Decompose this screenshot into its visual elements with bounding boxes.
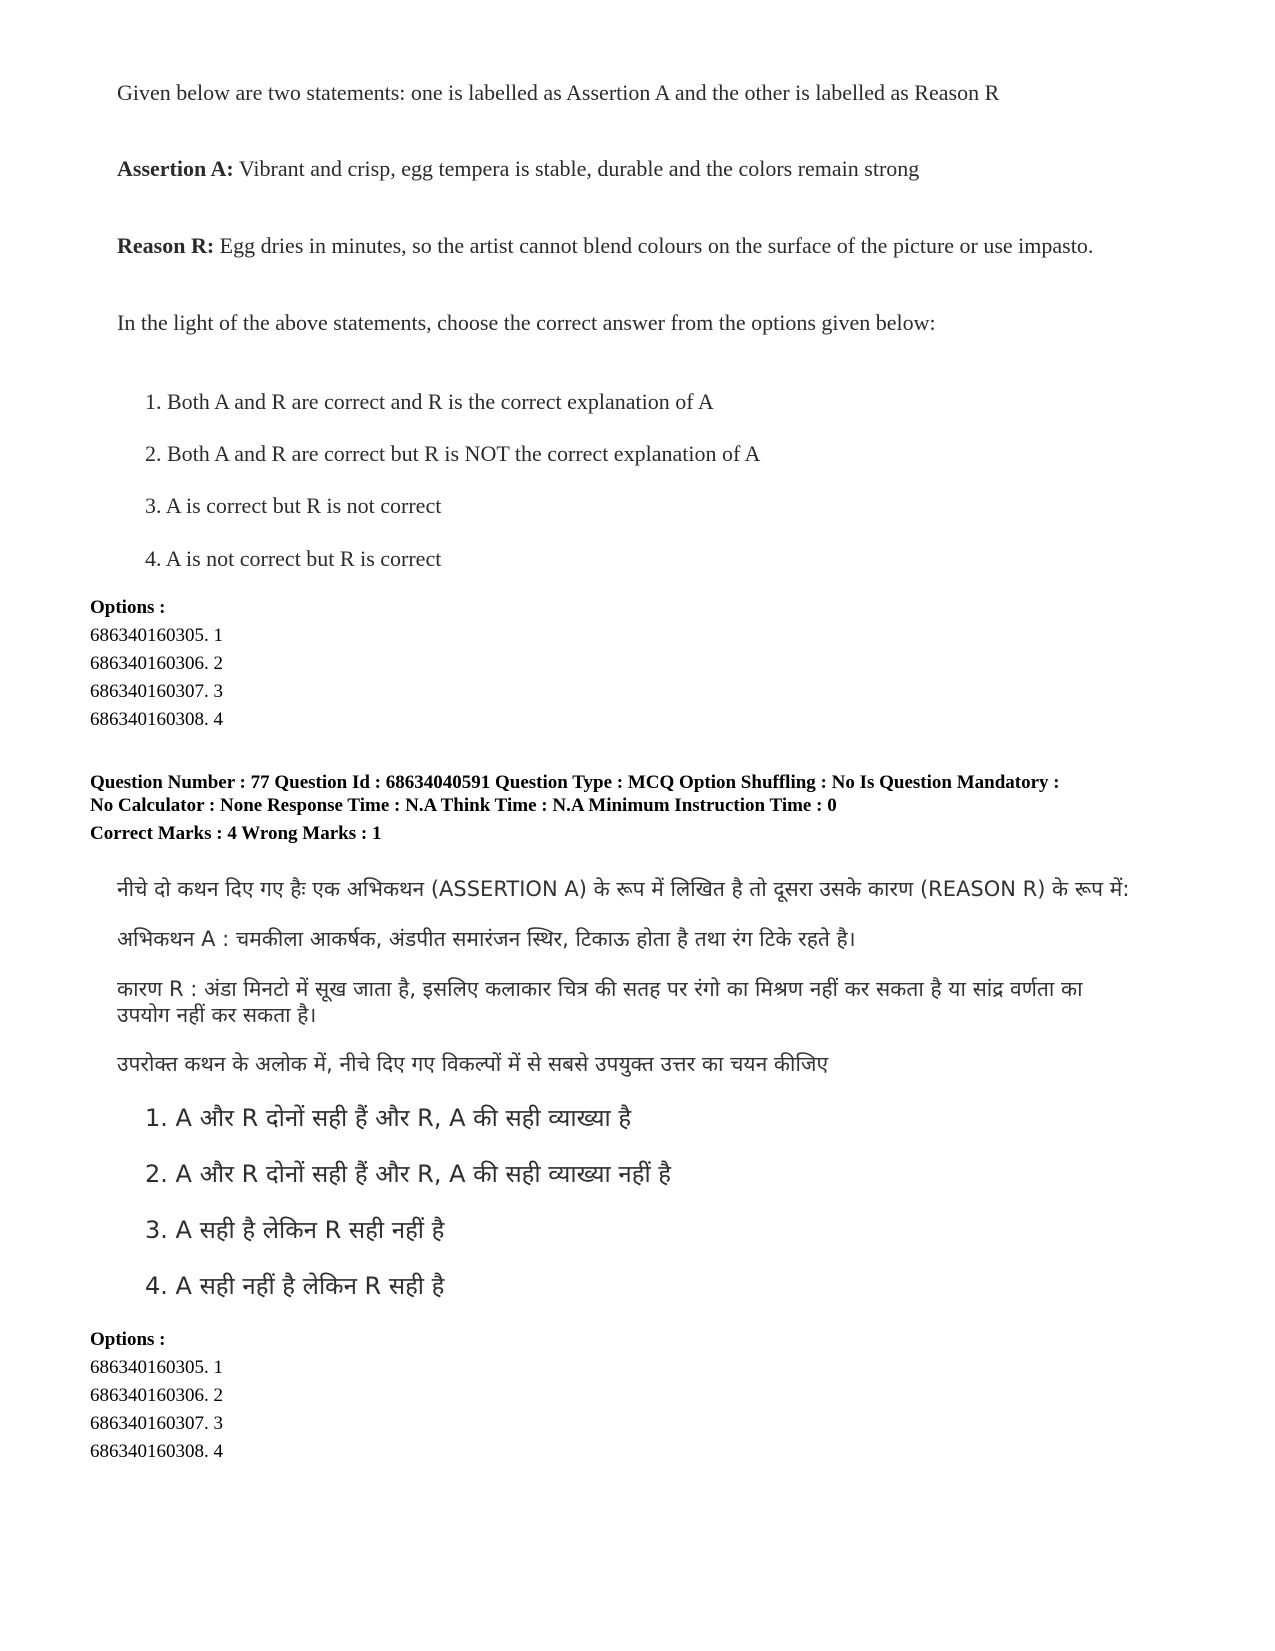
assertion-text: Vibrant and crisp, egg tempera is stable, durable and the colors remain strong bbox=[233, 156, 920, 181]
option-id: 686340160305. 1 bbox=[90, 1357, 223, 1378]
reason-text: Egg dries in minutes, so the artist cannot blend colours on the surface of the picture or use impasto. bbox=[214, 233, 1094, 258]
q77-hi-instruction: उपरोक्त कथन के अलोक में, नीचे दिए गए विकल्पों में से सबसे उपयुक्त उत्तर का चयन कीजिए bbox=[117, 1052, 829, 1076]
choice-item: 4. A is not correct but R is correct bbox=[145, 546, 442, 571]
choice-item: 2. A और R दोनों सही हैं और R, A की सही व्याख्या नहीं है bbox=[145, 1160, 672, 1188]
choice-item: 4. A सही नहीं है लेकिन R सही है bbox=[145, 1272, 445, 1300]
q77-hi-assertion: अभिकथन A : चमकीला आकर्षक, अंडपीत समारंजन स्थिर, टिकाऊ होता है तथा रंग टिके रहते है। bbox=[117, 927, 856, 951]
option-id: 686340160307. 3 bbox=[90, 1413, 223, 1434]
q76-instruction: In the light of the above statements, choose the correct answer from the options given below: bbox=[117, 310, 936, 335]
options-heading: Options : bbox=[90, 1329, 166, 1350]
option-id: 686340160308. 4 bbox=[90, 1441, 223, 1462]
option-id: 686340160306. 2 bbox=[90, 1385, 223, 1406]
choice-item: 3. A is correct but R is not correct bbox=[145, 493, 442, 518]
choice-item: 1. Both A and R are correct and R is the correct explanation of A bbox=[145, 389, 714, 414]
q77-meta-line2: No Calculator : None Response Time : N.A Think Time : N.A Minimum Instruction Time : 0 bbox=[90, 795, 837, 816]
choice-item: 1. A और R दोनों सही हैं और R, A की सही व्याख्या है bbox=[145, 1104, 632, 1132]
option-id: 686340160307. 3 bbox=[90, 681, 223, 702]
q76-reason bbox=[117, 232, 1093, 260]
reason-label: Reason R: bbox=[117, 233, 215, 258]
q77-marks: Correct Marks : 4 Wrong Marks : 1 bbox=[90, 823, 382, 844]
options-heading: Options : bbox=[90, 597, 166, 618]
q77-hi-reason-line1: कारण R : अंडा मिनटो में सूख जाता है, इसलिए कलाकार चित्र की सतह पर रंगो का मिश्रण नहीं कर सकता है या सांद्र वर्णता का bbox=[117, 977, 1083, 1001]
q76-intro: Given below are two statements: one is labelled as Assertion A and the other is labelled as Reason R bbox=[117, 80, 1000, 105]
option-id: 686340160305. 1 bbox=[90, 625, 223, 646]
assertion-label: Assertion A: bbox=[117, 156, 234, 181]
q77-hi-reason-line2: उपयोग नहीं कर सकता है। bbox=[117, 1003, 317, 1027]
q77-hi-intro: नीचे दो कथन दिए गए हैः एक अभिकथन (ASSERTION A) के रूप में लिखित है तो दूसरा उसके कारण (REASON R) के रूप में: bbox=[117, 877, 1130, 901]
option-id: 686340160308. 4 bbox=[90, 709, 223, 730]
q77-meta-line1: Question Number : 77 Question Id : 68634040591 Question Type : MCQ Option Shuffling : No Is Question Mandatory : bbox=[90, 772, 1060, 793]
q76-assertion bbox=[117, 155, 919, 183]
choice-item: 3. A सही है लेकिन R सही नहीं है bbox=[145, 1216, 445, 1244]
choice-item: 2. Both A and R are correct but R is NOT the correct explanation of A bbox=[145, 441, 761, 466]
option-id: 686340160306. 2 bbox=[90, 653, 223, 674]
